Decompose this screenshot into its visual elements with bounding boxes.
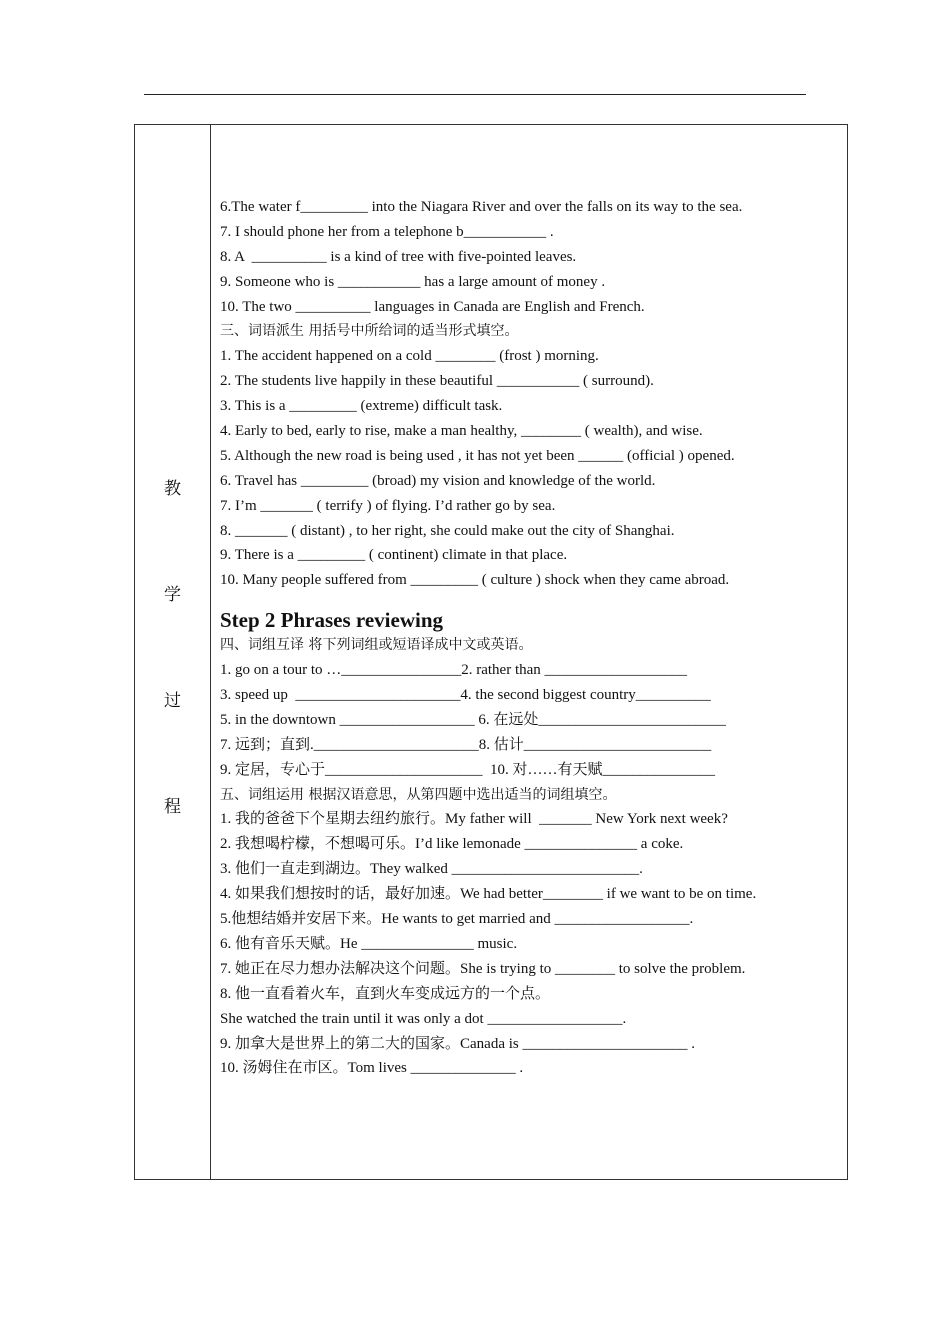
exercise-line: 1. go on a tour to …________________2. rather than ___________________: [220, 662, 688, 679]
exercise-line: 6. Travel has _________ (broad) my vision and knowledge of the world.: [220, 472, 656, 489]
side-label-xue: 学: [164, 585, 181, 605]
exercise-line: 10. Many people suffered from _________ ( culture ) shock when they came abroad.: [220, 572, 730, 589]
header-rule: [144, 94, 806, 95]
lesson-table: [134, 124, 848, 1180]
exercise-line: 5. Although the new road is being used , it has not yet been ______ (official ) opened.: [220, 447, 735, 464]
exercise-line: 9. There is a _________ ( continent) climate in that place.: [220, 547, 568, 564]
exercise-line: 5. in the downtown __________________ 6. 在远处_________________________: [220, 711, 726, 728]
exercise-line: 3. This is a _________ (extreme) difficult task.: [220, 398, 503, 415]
exercise-line: 7. 远到；直到.______________________8. 估计_________________________: [220, 736, 712, 753]
step-heading: Step 2 Phrases reviewing: [220, 608, 444, 633]
exercise-line: 8. A __________ is a kind of tree with five-pointed leaves.: [220, 248, 577, 265]
exercise-line: 1. The accident happened on a cold ________ (frost ) morning.: [220, 348, 599, 365]
side-label-jiao: 教: [164, 479, 181, 499]
exercise-line: 8. 他一直看着火车，直到火车变成远方的一个点。: [220, 985, 551, 1002]
exercise-line: 9. Someone who is ___________ has a large amount of money .: [220, 273, 606, 290]
exercise-line: 4. Early to bed, early to rise, make a man healthy, ________ ( wealth), and wise.: [220, 423, 703, 440]
exercise-line: 7. I’m _______ ( terrify ) of flying. I’d rather go by sea.: [220, 497, 556, 514]
side-label-cheng: 程: [164, 797, 181, 817]
exercise-line: 7. I should phone her from a telephone b___________ .: [220, 223, 554, 240]
exercise-line: 7. 她正在尽力想办法解决这个问题。She is trying to ________ to solve the problem.: [220, 960, 746, 977]
exercise-line: 8. _______ ( distant) , to her right, she could make out the city of Shanghai.: [220, 522, 675, 539]
exercise-line: 1. 我的爸爸下个星期去纽约旅行。My father will _______ New York next week?: [220, 811, 728, 828]
exercise-line: 6. 他有音乐天赋。He _______________ music.: [220, 935, 518, 952]
exercise-line: 4. 如果我们想按时的话，最好加速。We had better________ if we want to be on time.: [220, 886, 757, 903]
exercise-line: 2. 我想喝柠檬，不想喝可乐。I’d like lemonade _______________ a coke.: [220, 836, 684, 853]
exercise-content: [220, 195, 840, 1081]
column-divider: [210, 125, 211, 1179]
exercise-line: 10. 汤姆住在市区。Tom lives ______________ .: [220, 1060, 524, 1077]
exercise-line: 2. The students live happily in these beautiful ___________ ( surround).: [220, 373, 654, 390]
exercise-line: 5.他想结婚并安居下来。He wants to get married and __________________.: [220, 911, 694, 928]
exercise-line: 10. The two __________ languages in Canada are English and French.: [220, 298, 645, 315]
exercise-line: 9. 定居，专心于_____________________ 10. 对……有天赋_______________: [220, 761, 716, 778]
exercise-line: 6.The water f_________ into the Niagara River and over the falls on its way to the sea.: [220, 199, 743, 215]
exercise-line: She watched the train until it was only a dot __________________.: [220, 1010, 627, 1027]
exercise-line: 3. speed up ______________________4. the second biggest country__________: [220, 687, 711, 704]
exercise-line: 9. 加拿大是世界上的第二大的国家。Canada is ______________________ .: [220, 1035, 695, 1052]
section-heading-5: 五、词组运用 根据汉语意思，从第四题中选出适当的词组填空。: [220, 786, 617, 803]
section-heading-4: 四、词组互译 将下列词组或短语译成中文或英语。: [220, 637, 533, 654]
side-label-guo: 过: [164, 691, 181, 711]
section-heading-3: 三、词语派生 用括号中所给词的适当形式填空。: [220, 323, 519, 340]
exercise-line: 3. 他们一直走到湖边。They walked _________________________.: [220, 861, 643, 878]
